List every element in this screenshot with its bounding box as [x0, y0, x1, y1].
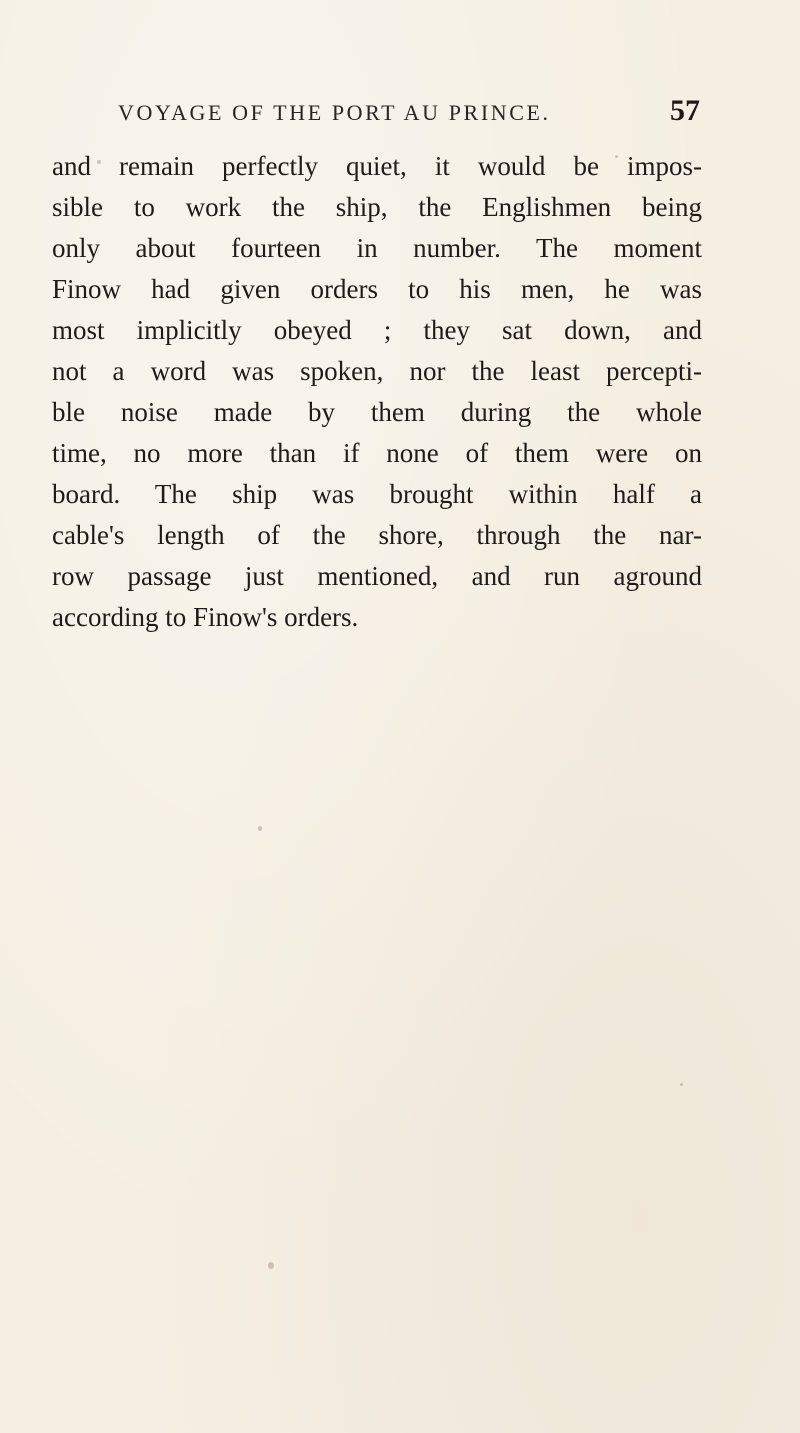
paper-speck: [97, 160, 101, 164]
text-line: most implicitly obeyed ; they sat down, and: [52, 315, 702, 345]
text-line: Finow had given orders to his men, he was: [52, 274, 702, 304]
text-line: not a word was spoken, nor the least percepti-: [52, 356, 702, 386]
text-line: sible to work the ship, the Englishmen being: [52, 192, 702, 222]
text-line: ble noise made by them during the whole: [52, 397, 702, 427]
paper-speck: [680, 1083, 683, 1086]
text-line: according to Finow's orders.: [52, 602, 359, 632]
text-line: only about fourteen in number. The moment: [52, 233, 702, 263]
page-number: 57: [670, 94, 700, 127]
text-line: row passage just mentioned, and run aground: [52, 561, 702, 591]
paper-speck: [258, 826, 262, 831]
body-text: [52, 146, 702, 638]
running-title: VOYAGE OF THE PORT AU PRINCE.: [118, 100, 551, 125]
running-head: [118, 94, 700, 134]
text-line: board. The ship was brought within half a: [52, 479, 702, 509]
text-line: cable's length of the shore, through the nar-: [52, 520, 702, 550]
text-line: and remain perfectly quiet, it would be impos-: [52, 151, 702, 181]
text-line: time, no more than if none of them were on: [52, 438, 702, 468]
paper-speck: [268, 1262, 274, 1269]
paper-speck: [615, 155, 618, 158]
